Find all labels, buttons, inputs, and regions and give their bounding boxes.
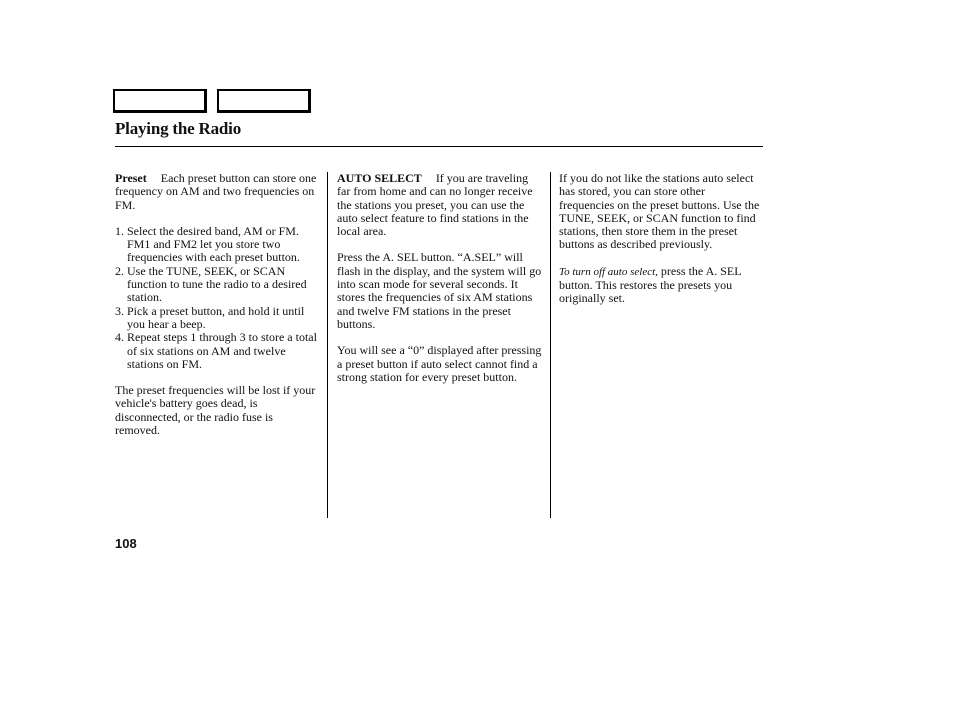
step-number: 3.	[115, 303, 124, 318]
list-item	[115, 265, 320, 305]
step-number: 1.	[115, 223, 124, 238]
list-item	[115, 305, 320, 332]
step-number: 4.	[115, 330, 124, 345]
title-rule	[115, 146, 763, 147]
turn-off-paragraph	[559, 265, 763, 306]
preset-steps	[115, 225, 320, 371]
preset-intro	[115, 172, 320, 212]
auto-select-intro-text: If you are traveling far from home and can no longer receive the stations you preset, you can use the auto select feature to find stations in the local area.	[337, 171, 533, 239]
page-title: Playing the Radio	[115, 119, 242, 138]
list-item	[115, 331, 320, 371]
preset-heading: Preset	[115, 171, 147, 185]
auto-select-intro	[337, 172, 544, 238]
column-preset	[115, 172, 320, 437]
list-item	[115, 225, 320, 265]
continued-paragraph-1: If you do not like the stations auto select has stored, you can store other frequencies on the preset buttons. Use the TUNE, SEEK, or SCAN function to find stations, then store them in the preset buttons as described previously.	[559, 171, 760, 252]
turn-off-text: press the A. SEL button. This restores the presets you originally set.	[559, 263, 742, 306]
preset-note: The preset frequencies will be lost if your vehicle's battery goes dead, is disconnected, or the radio fuse is removed.	[115, 383, 316, 438]
preset-intro-text: Each preset button can store one frequency on AM and two frequencies on FM.	[115, 171, 317, 212]
page-number: 108	[115, 536, 137, 551]
column-divider	[327, 172, 328, 518]
step-text: Pick a preset button, and hold it until you hear a beep.	[127, 303, 305, 331]
step-text: Repeat steps 1 through 3 to store a total of six stations on AM and twelve stations on FM.	[127, 330, 317, 371]
step-text: Use the TUNE, SEEK, or SCAN function to tune the radio to a desired station.	[127, 263, 307, 305]
nav-button-next[interactable]	[217, 89, 311, 113]
step-text: Select the desired band, AM or FM. FM1 and FM2 let you store two frequencies with each preset button.	[127, 223, 300, 265]
column-divider	[550, 172, 551, 518]
column-auto-select-continued	[559, 172, 763, 306]
nav-button-previous[interactable]	[113, 89, 207, 113]
auto-select-paragraph-2: Press the A. SEL button. “A.SEL” will flash in the display, and the system will go into scan mode for several seconds. It stores the frequencies of six AM stations and twelve FM stations in the preset buttons.	[337, 250, 542, 331]
step-number: 2.	[115, 263, 124, 278]
auto-select-heading: AUTO SELECT	[337, 171, 422, 185]
turn-off-lead: To turn off auto select,	[559, 265, 658, 278]
column-auto-select	[337, 172, 544, 384]
auto-select-paragraph-3: You will see a “0” displayed after pressing a preset button if auto select cannot find a strong station for every preset button.	[337, 343, 542, 384]
